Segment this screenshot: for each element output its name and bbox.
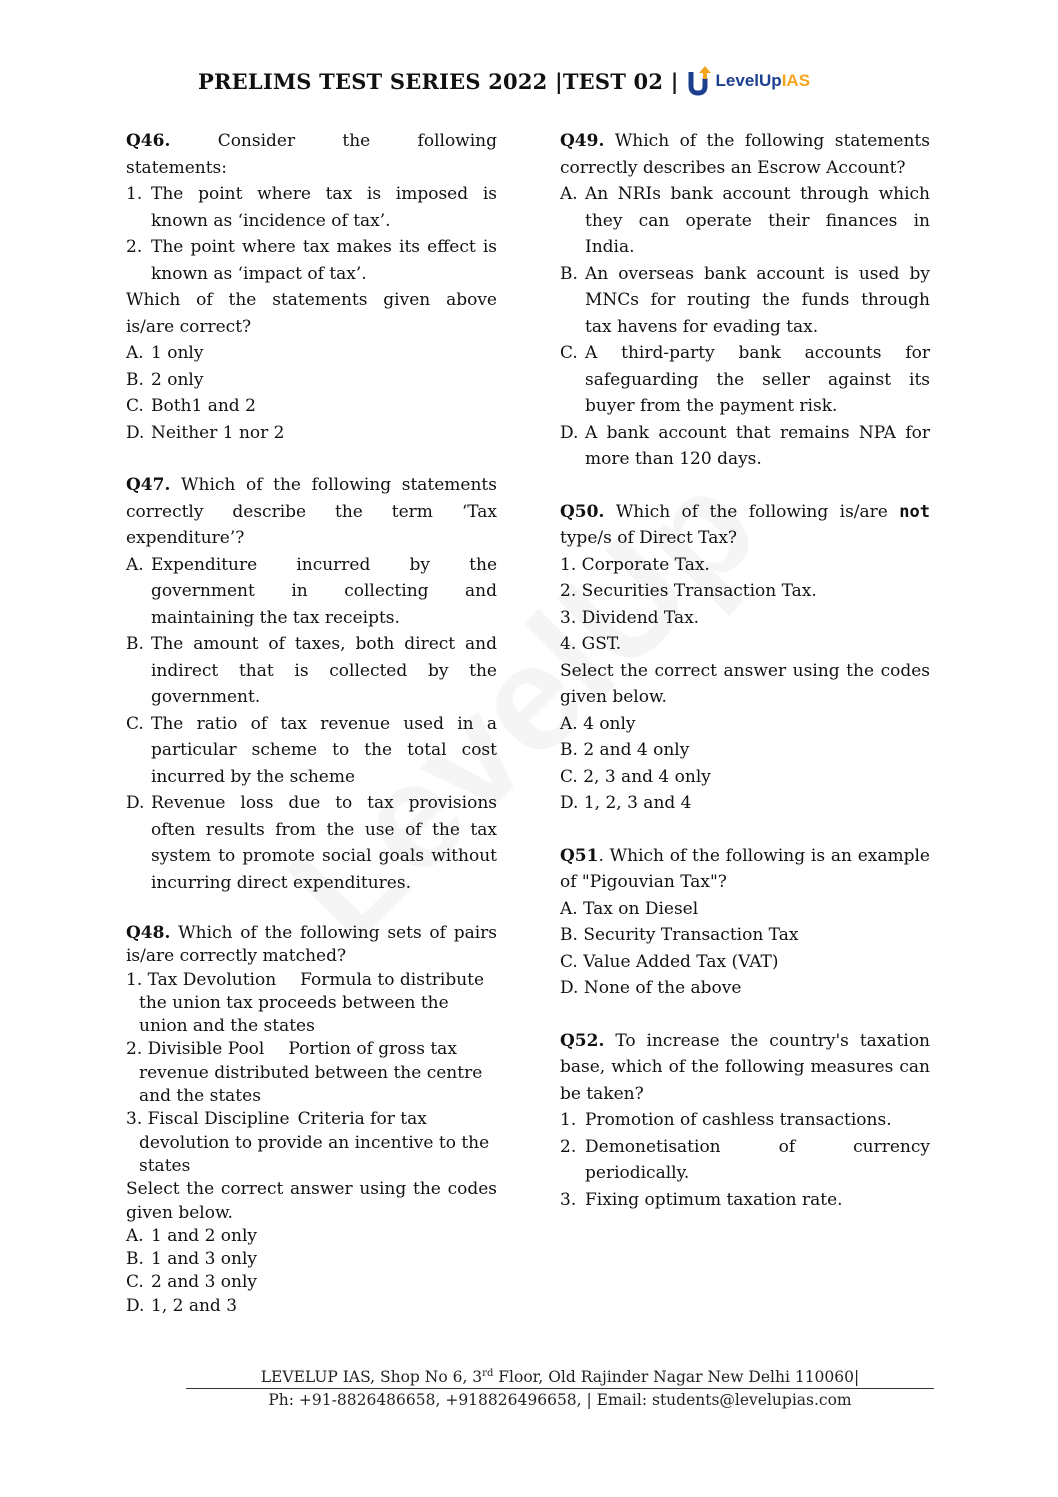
option-marker: C.: [126, 396, 144, 416]
option-text: None of the above: [583, 978, 742, 998]
option-marker: D.: [560, 978, 579, 998]
statement: [560, 605, 930, 632]
question-number: Q47.: [126, 475, 171, 495]
option-text: 1 and 3 only: [151, 1249, 258, 1270]
option-marker: D.: [126, 422, 145, 443]
pair-description: Portion of gross tax revenue distributed between the centre and the states: [139, 1039, 483, 1107]
question-stem-block: [126, 472, 497, 552]
answer-option: [560, 975, 930, 1002]
statement-marker: 1.: [126, 184, 143, 204]
statement-marker: 2.: [560, 581, 577, 601]
statement: [560, 1107, 930, 1134]
question-number: Q48.: [126, 923, 171, 943]
answer-option: [560, 949, 930, 976]
statement-text: The point where tax makes its effect is known as ‘impact of tax’.: [151, 237, 497, 284]
option-marker: A.: [560, 713, 578, 734]
statement-text: The point where tax is imposed is known as ‘incidence of tax’.: [151, 184, 497, 231]
statement-marker: 2.: [126, 237, 143, 257]
answer-option: [126, 1248, 497, 1271]
question-stem-block: [560, 843, 930, 896]
option-marker: C.: [126, 1272, 144, 1293]
answer-instruction: Select the correct answer using the codes given below.: [126, 1179, 497, 1223]
question-stem: To increase the country's taxation base, which of the following measures can be taken?: [560, 1030, 930, 1104]
question-stem-end: type/s of Direct Tax?: [560, 528, 738, 548]
question-52: [560, 1028, 930, 1214]
option-text: Neither 1 nor 2: [151, 422, 285, 443]
option-marker: D.: [126, 1295, 145, 1316]
question-stem: Which of the following statements correctly describes an Escrow Account?: [560, 131, 930, 178]
question-46: [126, 128, 497, 446]
option-marker: C.: [560, 766, 578, 787]
footer-address-text-end: Floor, Old Rajinder Nagar New Delhi 110060|: [493, 1368, 860, 1387]
statement-text: Promotion of cashless transactions.: [585, 1110, 892, 1130]
statement-text: Fixing optimum taxation rate.: [585, 1189, 843, 1210]
left-column: [126, 128, 497, 1318]
statement-text: GST.: [581, 634, 622, 654]
question-number: Q46.: [126, 131, 171, 151]
option-text: 1, 2 and 3: [151, 1295, 238, 1316]
question-stem-block: [560, 499, 930, 552]
answer-option: [126, 1225, 497, 1248]
pair-description: Formula to distribute the union tax proceeds between the union and the states: [139, 969, 485, 1037]
option-text: 4 only: [583, 713, 636, 734]
answer-option: [126, 1295, 497, 1318]
answer-option: [560, 711, 930, 738]
option-text: The ratio of tax revenue used in a particular scheme to the total cost incurred by the scheme: [151, 713, 497, 787]
question-46-stem-line1: [126, 128, 497, 155]
answer-option: [560, 922, 930, 949]
pair-term: Fiscal Discipline: [147, 1109, 290, 1130]
match-pair: [126, 969, 497, 1039]
answer-instruction: Select the correct answer using the codes given below.: [560, 660, 930, 707]
question-46-stem-line2: statements:: [126, 157, 227, 178]
question-50: [560, 499, 930, 817]
option-marker: B.: [560, 925, 578, 945]
question-47: [126, 472, 497, 896]
pair-marker: 1.: [126, 969, 143, 990]
option-marker: A.: [126, 343, 144, 363]
option-marker: A.: [560, 184, 578, 204]
option-marker: D.: [126, 793, 145, 813]
statement-marker: 4.: [560, 634, 577, 654]
option-marker: C.: [560, 343, 578, 363]
question-stem: Which of the following statements correctly describe the term ‘Tax expenditure’?: [126, 475, 497, 548]
pair-marker: 2.: [126, 1039, 143, 1060]
statement-marker: 2.: [560, 1136, 577, 1157]
answer-option: [560, 764, 930, 791]
pair-description: Criteria for tax devolution to provide an incentive to the states: [139, 1109, 490, 1176]
option-text: 2 and 3 only: [151, 1272, 258, 1293]
levelup-arrow-icon: [687, 66, 713, 96]
statement-text: Dividend Tax.: [581, 607, 700, 628]
statement: [126, 181, 497, 234]
right-column: [560, 128, 930, 1213]
answer-option: [560, 340, 930, 420]
question-number: Q50.: [560, 501, 605, 522]
statement-marker: 1.: [560, 1110, 577, 1130]
question-48: [126, 922, 497, 1318]
option-text: 1 only: [151, 343, 204, 363]
question-stem-emphasis: not: [899, 501, 930, 522]
option-text: Both1 and 2: [151, 396, 256, 416]
statement-text: Corporate Tax.: [581, 554, 710, 575]
logo-suffix-text: IAS: [781, 71, 811, 90]
option-marker: B.: [560, 263, 578, 284]
option-text: A third-party bank accounts for safeguarding the seller against its buyer from the payment risk.: [585, 343, 930, 416]
levelup-logo: [687, 66, 810, 96]
answer-option: [560, 790, 930, 817]
answer-option: [126, 367, 497, 394]
statement: [560, 1187, 930, 1214]
question-stem: Consider the following: [217, 131, 497, 151]
answer-option: [126, 552, 497, 632]
footer-contact: Ph: +91-8826486658, +918826496658, | Email: students@levelupias.com: [268, 1391, 852, 1410]
option-marker: B.: [126, 634, 144, 654]
option-text: 1 and 2 only: [151, 1225, 258, 1246]
answer-option: [126, 340, 497, 367]
question-prompt: Which of the statements given above is/are correct?: [126, 290, 497, 337]
answer-option: [126, 631, 497, 711]
question-stem: Which of the following is/are: [615, 501, 888, 522]
question-stem: . Which of the following is an example of "Pigouvian Tax"?: [560, 845, 930, 892]
question-number: Q52.: [560, 1030, 605, 1051]
pair-marker: 3.: [126, 1109, 143, 1130]
question-number: Q51: [560, 845, 599, 866]
header-title: PRELIMS TEST SERIES 2022 |TEST 02 |: [198, 68, 679, 94]
question-51: [560, 843, 930, 1002]
page-footer: [186, 1368, 934, 1409]
option-text: Expenditure incurred by the government in collecting and maintaining the tax receipts.: [151, 554, 497, 628]
option-marker: C.: [560, 951, 578, 972]
option-marker: C.: [126, 713, 144, 734]
statement: [560, 552, 930, 579]
option-marker: D.: [560, 793, 579, 813]
match-pair: [126, 1108, 497, 1178]
option-text: Tax on Diesel: [583, 898, 699, 919]
option-marker: A.: [126, 1225, 144, 1246]
statement-marker: 1.: [560, 554, 577, 575]
answer-option: [126, 1271, 497, 1294]
option-text: The amount of taxes, both direct and indirect that is collected by the government.: [151, 634, 497, 707]
pair-term: Tax Devolution: [147, 969, 277, 990]
answer-option: [560, 420, 930, 473]
option-text: 2 and 4 only: [583, 740, 690, 760]
answer-option: [560, 737, 930, 764]
footer-address-text: LEVELUP IAS, Shop No 6, 3: [260, 1368, 483, 1387]
question-number: Q49.: [560, 131, 605, 151]
option-text: Value Added Tax (VAT): [583, 951, 779, 972]
statement: [560, 1134, 930, 1187]
answer-option: [560, 181, 930, 261]
option-marker: B.: [126, 369, 144, 390]
footer-divider: [186, 1388, 934, 1389]
option-text: 2, 3 and 4 only: [583, 766, 711, 787]
question-stem-block: [560, 1028, 930, 1108]
answer-option: [560, 261, 930, 341]
option-marker: D.: [560, 422, 579, 443]
logo-brand-text: LevelUp: [715, 71, 782, 90]
option-marker: A.: [560, 898, 578, 919]
answer-option: [126, 420, 497, 447]
footer-address: [186, 1368, 934, 1388]
option-marker: B.: [126, 1249, 144, 1270]
footer-superscript: rd: [482, 1368, 494, 1379]
statement-marker: 3.: [560, 607, 577, 628]
option-marker: A.: [126, 554, 144, 575]
pair-term: Divisible Pool: [147, 1039, 265, 1060]
option-text: An NRIs bank account through which they can operate their finances in India.: [585, 184, 930, 257]
option-text: A bank account that remains NPA for more than 120 days.: [585, 422, 930, 469]
statement: [126, 234, 497, 287]
statement: [560, 578, 930, 605]
answer-option: [126, 790, 497, 896]
answer-option: [126, 711, 497, 791]
match-pair: [126, 1038, 497, 1108]
answer-option: [126, 393, 497, 420]
question-stem: Which of the following sets of pairs is/are correctly matched?: [126, 923, 498, 967]
answer-option: [560, 896, 930, 923]
option-text: Revenue loss due to tax provisions often results from the use of the tax system to promote social goals without incurring direct expenditures.: [151, 793, 497, 893]
statement-text: Securities Transaction Tax.: [581, 581, 817, 601]
statement: [560, 631, 930, 658]
question-stem-block: [560, 128, 930, 181]
option-marker: B.: [560, 740, 578, 760]
option-text: An overseas bank account is used by MNCs for routing the funds through tax havens for evading tax.: [585, 263, 930, 337]
question-49: [560, 128, 930, 473]
statement-marker: 3.: [560, 1189, 577, 1210]
option-text: 1, 2, 3 and 4: [583, 793, 692, 813]
page-header: [198, 66, 810, 96]
option-text: Security Transaction Tax: [583, 925, 799, 945]
question-stem-block: [126, 922, 497, 969]
statement-text: Demonetisation of currency periodically.: [585, 1136, 930, 1183]
option-text: 2 only: [151, 369, 204, 390]
